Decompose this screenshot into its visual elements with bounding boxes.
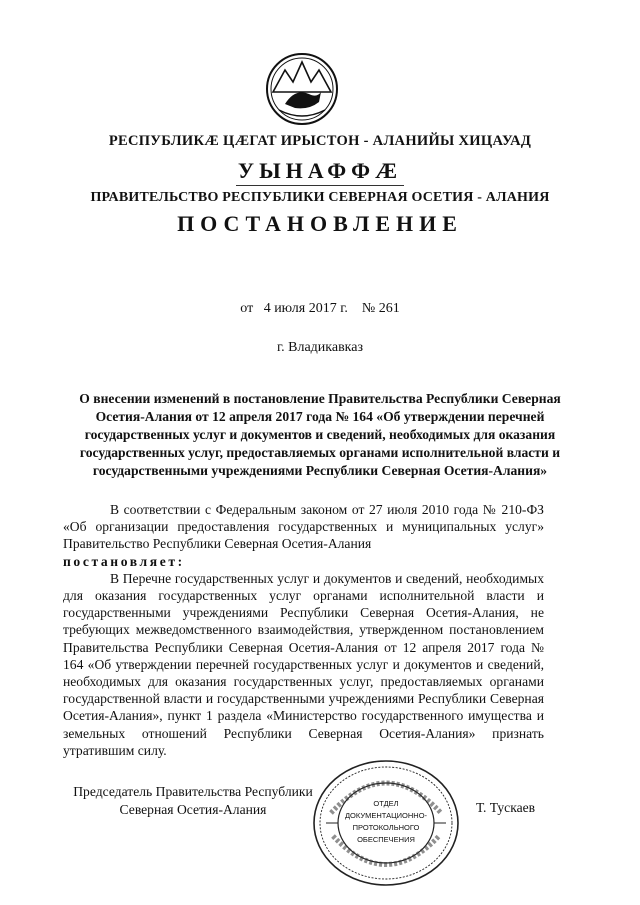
signatory-position: Председатель Правительства Республики Северная Осетия-Алания (73, 784, 313, 817)
date-line (0, 301, 640, 317)
stamp-line-1: ОТДЕЛ (373, 799, 399, 808)
coat-of-arms-emblem (265, 52, 339, 126)
document-body (63, 501, 544, 759)
city-name: г. Владикавказ (276, 340, 364, 355)
official-stamp-seal (311, 758, 461, 888)
header-decree-russian: ПОСТАНОВЛЕНИЕ (177, 211, 463, 236)
body-paragraph-2: В Перечне государственных услуг и документов и сведений, необходимых для оказания государственных услуг органами исполнительной власти и государственными учреждениями Республики Северная Осетия-Алания, не требующих межведомственного взаимодействия, утвержденном постановлением Правительства Республики Северная Осетия-Алания от 12 апреля 2017 года № 164 «Об утверждении перечней государственных услуг и документов и сведений, необходимых для оказания государственных услуг, предоставляемых органами государственной власти и государственными учреждениями Республики Северная Осетия-Алания», пункт 1 раздела «Министерство государственного имущества и земельных отношений Республики Северная Осетия-Алания» признать утратившим силу. (63, 570, 544, 758)
resolves-word: постановляет: (63, 553, 185, 569)
header-decree-ossetian: УЫНАФФÆ (237, 158, 403, 183)
header-republic-ossetian: РЕСПУБЛИКÆ ЦÆГАТ ИРЫСТОН - АЛАНИЙЫ ХИЦАУАД (108, 133, 532, 149)
body-paragraph-1: В соответствии с Федеральным законом от 27 июля 2010 года № 210-ФЗ «Об организации предоставления государственных и муниципальных услуг» Правительство Республики Северная Осетия-Алания (63, 502, 544, 552)
document-date: 4 июля 2017 г. (263, 301, 348, 316)
date-prefix: от (240, 301, 254, 316)
stamp-line-4: ОБЕСПЕЧЕНИЯ (357, 835, 415, 844)
document-number: № 261 (361, 301, 400, 316)
stamp-line-3: ПРОТОКОЛЬНОГО (352, 823, 420, 832)
header-government-russian: ПРАВИТЕЛЬСТВО РЕСПУБЛИКИ СЕВЕРНАЯ ОСЕТИЯ - АЛАНИЯ (90, 190, 550, 205)
stamp-line-2: ДОКУМЕНТАЦИОННО- (344, 811, 428, 820)
header-divider (236, 185, 404, 186)
document-title: О внесении изменений в постановление Правительства Республики Северная Осетия-Алания от 12 апреля 2017 года № 164 «Об утверждении перечней государственных услуг и документов и сведений, необходимых для оказания государственных услуг, предоставляемых органами исполнительной власти и государственными учреждениями Республики Северная Осетия-Алания» (79, 391, 561, 478)
signatory-name: Т. Тускаев (476, 800, 536, 815)
